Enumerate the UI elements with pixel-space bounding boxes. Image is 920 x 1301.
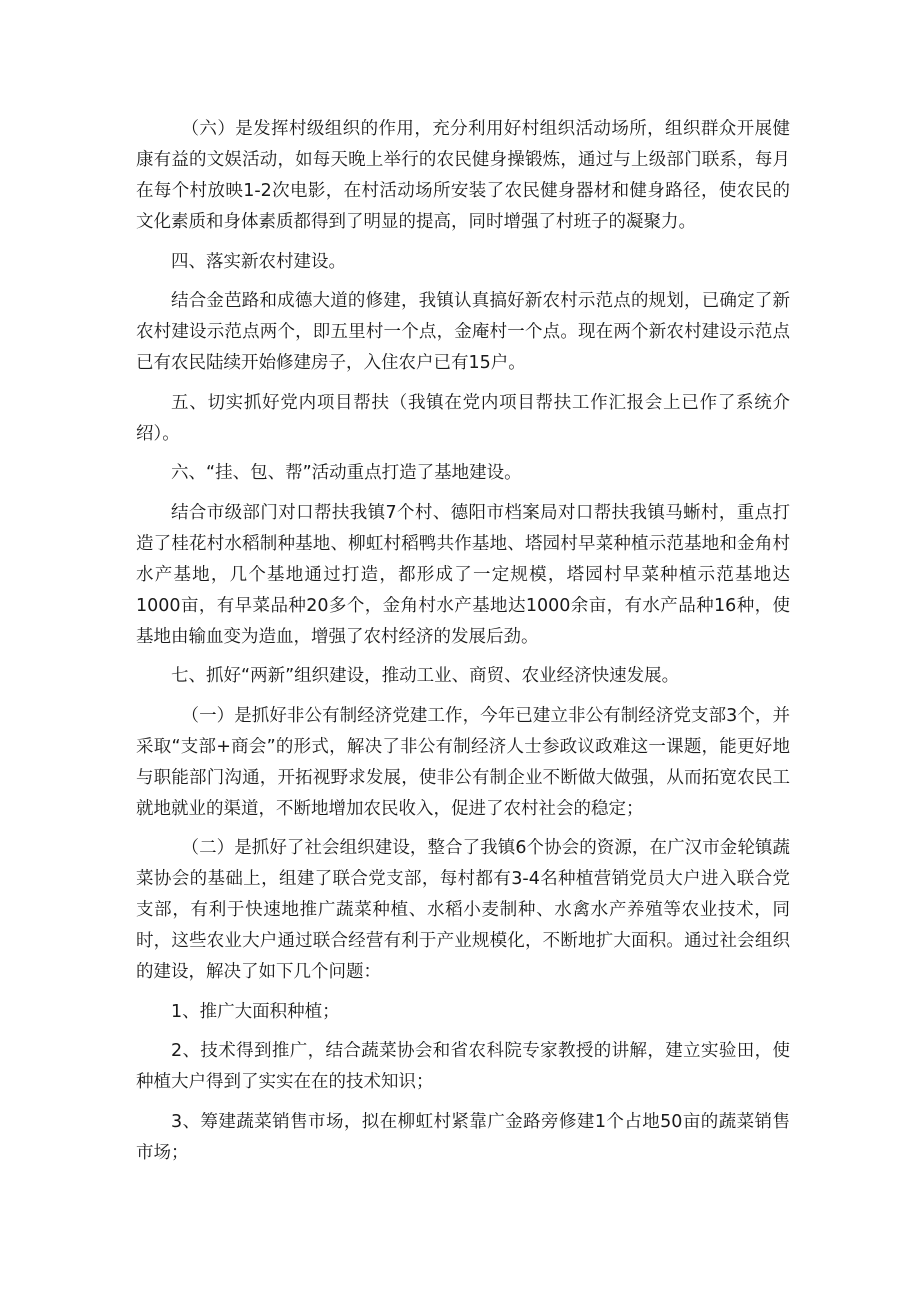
- section-heading-five: 五、切实抓好党内项目帮扶（我镇在党内项目帮扶工作汇报会上已作了系统介绍）。: [136, 392, 790, 444]
- list-item-1: 1、推广大面积种植；: [171, 1001, 340, 1022]
- paragraph-new-village: 结合金芭路和成德大道的修建，我镇认真搞好新农村示范点的规划，已确定了新农村建设示范点两个，即五里村一个点，金庵村一个点。现在两个新农村建设示范点已有农民陆续开始修建房子，入住农户已有15户。: [136, 291, 790, 373]
- list-item-3: 3、筹建蔬菜销售市场，拟在柳虹村紧靠广金路旁修建1个占地50亩的蔬菜销售市场；: [136, 1111, 790, 1163]
- section-heading-six: 六、“挂、包、帮”活动重点打造了基地建设。: [171, 463, 522, 483]
- paragraph-item-one: （一）是抓好非公有制经济党建工作，今年已建立非公有制经济党支部3个，并采取“支部+商会”的形式，解决了非公有制经济人士参政议政难这一课题，能更好地与职能部门沟通，开拓视野求发展，使非公有制企业不断做大做强，从而拓宽农民工就地就业的渠道，不断地增加农民收入，促进了农村社会的稳定；: [136, 705, 790, 819]
- section-heading-four: 四、落实新农村建设。: [171, 251, 346, 272]
- list-item-2: 2、技术得到推广，结合蔬菜协会和省农科院专家教授的讲解，建立实验田，使种植大户得到了实实在在的技术知识；: [136, 1041, 790, 1092]
- section-heading-seven: 七、抓好“两新”组织建设，推动工业、商贸、农业经济快速发展。: [171, 666, 680, 686]
- paragraph-base-construction: 结合市级部门对口帮扶我镇7个村、德阳市档案局对口帮扶我镇马蜥村，重点打造了桂花村水稻制种基地、柳虹村稻鸭共作基地、塔园村早菜种植示范基地和金角村水产基地，几个基地通过打造，都形成了一定规模，塔园村早菜种植示范基地达1000亩，有早菜品种20多个，金角村水产基地达1000余亩，有水产品种16种，使基地由输血变为造血，增强了农村经济的发展后劲。: [136, 502, 790, 647]
- document-body: [136, 114, 790, 1177]
- paragraph-item-two: （二）是抓好了社会组织建设，整合了我镇6个协会的资源，在广汉市金轮镇蔬菜协会的基础上，组建了联合党支部，每村都有3-4名种植营销党员大户进入联合党支部，有利于快速地推广蔬菜种植、水稻小麦制种、水禽水产养殖等农业技术，同时，这些农业大户通过联合经营有利于产业规模化，不断地扩大面积。通过社会组织的建设，解决了如下几个问题：: [136, 838, 790, 982]
- paragraph-item-six: （六）是发挥村级组织的作用，充分利用好村组织活动场所，组织群众开展健康有益的文娱活动，如每天晚上举行的农民健身操锻炼，通过与上级部门联系，每月在每个村放映1-2次电影，在村活动场所安装了农民健身器材和健身路径，使农民的文化素质和身体素质都得到了明显的提高，同时增强了村班子的凝聚力。: [136, 119, 790, 232]
